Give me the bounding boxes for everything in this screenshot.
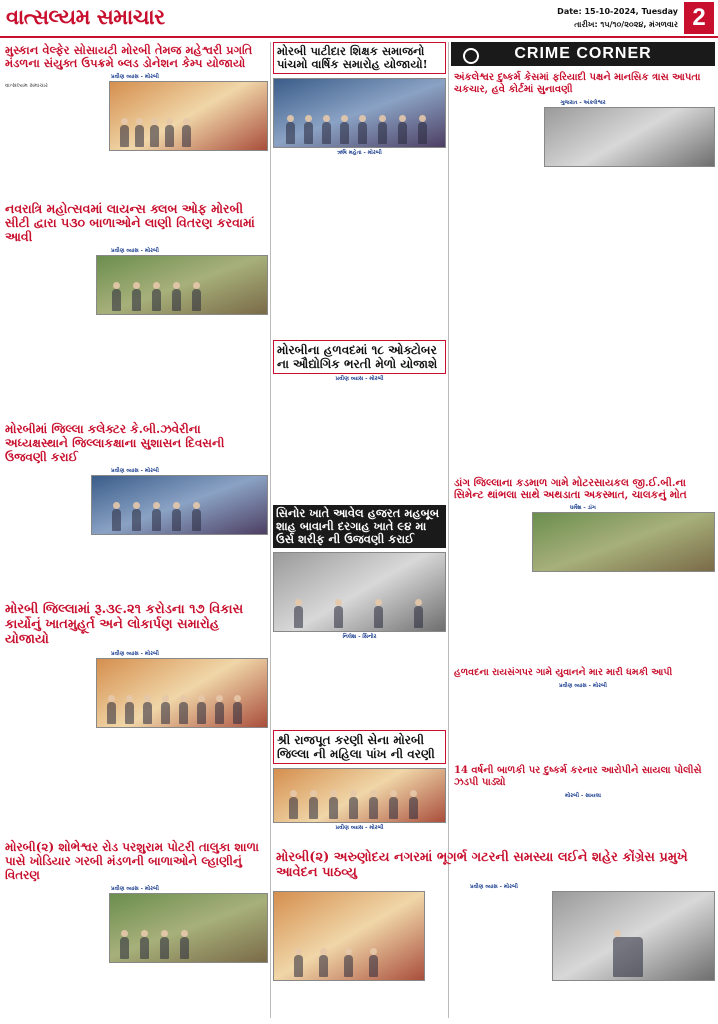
byline-source: વાત્સલ્યમ સમાચાર: [5, 83, 48, 89]
article-body: [2, 81, 106, 151]
byline: પ્રવીણ વ્યાસ - મોરબી: [470, 884, 518, 890]
article-body: [2, 255, 93, 375]
byline: પ્રવીણ વ્યાસ - મોરબી: [559, 683, 607, 689]
byline: પ્રવીણ વ્યાસ - મોરબી: [111, 651, 159, 657]
article-photo: [109, 893, 268, 963]
article-sinor-dargah: [273, 505, 446, 675]
article-photo: [96, 658, 268, 728]
article-halvad-bharti-melo: [273, 340, 446, 500]
byline: પ્રવીણ વ્યાસ - મોરબી: [111, 886, 159, 892]
article-photo: [544, 107, 715, 167]
article-photo: [552, 891, 715, 981]
crime-halvad: [451, 665, 715, 760]
crime-sayla: [451, 763, 715, 841]
article-body: [2, 893, 106, 1003]
byline: ઋષિ મહેતા - મોરબી: [337, 150, 382, 156]
crime-ankleshwar: [451, 70, 715, 470]
article-body: [451, 512, 529, 622]
byline: પ્રવીણ વ્યાસ - મોરબી: [111, 74, 159, 80]
masthead: [0, 0, 718, 38]
article-photo: [273, 552, 446, 632]
headline: હળવદના રાયસંગપર ગામે યુવાનને માર મારી ધમકી આપી: [454, 667, 673, 678]
article-navratri-lions: [2, 200, 268, 400]
headline: મોરબી(૨) અરુણોદય નગરમાં ભૂગર્ભ ગટરની સમસ્યા લઈને શહેર કોંગ્રેસ પ્રમુખે આવેદન પાઠવ્યુ: [276, 850, 688, 880]
brand-logo: વાત્સલ્યમ સમાચાર: [6, 4, 165, 29]
article-photo: [96, 255, 268, 315]
byline: મોરબી - સાયલા: [564, 793, 602, 799]
article-patidar-samaj: [273, 42, 446, 332]
headline: મોરબી(૨) શોભેશ્વર રોડ પરશુરામ પોટરી તાલુકા શાળા પાસે ખોડિયાર ગરબી મંડળની બાળાઓને લ્હાણીનું વિતરણ: [5, 840, 259, 882]
byline: નિલેશ - સિનોર: [342, 634, 377, 640]
article-photo: [273, 78, 446, 148]
byline: ધર્મેશ - ડાંગ: [570, 505, 596, 511]
article-photo: [273, 891, 425, 981]
headline: મોરબીમાં જિલ્લા કલેક્ટર કે.બી.ઝવેરીના અધ્યક્ષસ્થાને જિલ્લાકક્ષાના સુશાસન દિવસની ઉજવણી કરાઈ: [5, 422, 225, 464]
dateline: [557, 5, 678, 31]
byline: પ્રવીણ વ્યાસ - મોરબી: [111, 248, 159, 254]
article-sushasan-divas: [2, 420, 268, 595]
article-body: [2, 658, 93, 788]
headline: 14 વર્ષની બાળકી પર દુષ્કર્મ કરનાર આરોપીને સાયલા પોલીસે ઝડપી પાડ્યો: [454, 765, 702, 788]
headline: નવરાત્રિ મહોત્સવમાં લાયન્સ ક્લબ ઓફ મોરબી સીટી દ્વારા ૫૩૦ બાળાઓને લાણી વિતરણ કરવામાં આવી: [5, 201, 255, 244]
headline: શ્રી રાજપૂત કરણી સેના મોરબી જિલ્લા ની મહિલા પાંખ ની વરણી: [273, 730, 446, 764]
headline: મોરબી જિલ્લામાં રૂ.૩૯.૨૧ કરોડના ૧૭ વિકાસ કાર્યોનું ખાતમુહૂર્ત અને લોકાર્પણ સમારોહ યોજાયો: [5, 602, 244, 647]
headline: મોરબી પાટીદાર શિક્ષક સમાજનો પાંચમો વાર્ષિક સમારોહ યોજાયો!: [273, 42, 446, 74]
byline: પ્રવીણ વ્યાસ - મોરબી: [111, 468, 159, 474]
article-photo: [91, 475, 268, 535]
article-body: [451, 800, 715, 841]
date-english: Date: 15-10-2024, Tuesday: [557, 7, 678, 16]
article-vikas-karyo: [2, 600, 268, 800]
page-number: 2: [684, 2, 714, 34]
article-body: [428, 891, 549, 1001]
article-body: [451, 690, 715, 750]
article-body: [273, 641, 446, 675]
article-body: [273, 383, 446, 493]
byline: પ્રવીણ વ્યાસ - મોરબી: [335, 825, 384, 831]
article-body: [451, 107, 541, 427]
crime-corner-banner: CRIME CORNER: [451, 42, 715, 66]
byline: ગુજરાત - અંકલેશ્વર: [560, 100, 606, 106]
headline: અંકલેશ્વર દુષ્કર્મ કેસમાં ફરિયાદી પક્ષને માનસિક ત્રાસ આપતા ચકચાર, હવે કોર્ટમાં સુનાવણી: [454, 72, 701, 95]
article-arunoday-nagar: [273, 848, 715, 1018]
article-karni-sena: [273, 730, 446, 840]
date-gujarati: તારીખ: ૧૫/૧૦/૨૦૨૪, મંગળવાર: [574, 20, 678, 29]
article-photo: [273, 768, 446, 823]
headline: સિનોર ખાતે આવેલ હજરત મહબૂબ શાહ બાવાની દરગાહ ખાતે ૯૪ મા ઉર્સ શરીફ ની ઉજવણી કરાઈ: [273, 505, 446, 548]
article-body: [273, 157, 446, 332]
crime-dang-accident: [451, 475, 715, 660]
article-blood-donation: [2, 42, 268, 196]
headline: મોરબીના હળવદમાં ૧૮ ઓક્ટોબર ના ઔદ્યોગિક ભરતી મેળો યોજાશે: [273, 340, 446, 374]
article-photo: [532, 512, 715, 572]
article-body: [2, 475, 88, 575]
headline: ડાંગ જિલ્લાના કડમાળ ગામે મોટરસાયકલ જી.ઈ.બી.ના સિમેન્ટ થાંભલા સાથે અથડાતા અકસ્માત, ચાલકનું મોત: [454, 477, 687, 501]
article-photo: [109, 81, 268, 151]
column-divider: [270, 42, 271, 1018]
byline: પ્રવીણ વ્યાસ - મોરબી: [335, 376, 384, 382]
headline: મુસ્કાન વેલ્ફેર સોસાયટી મોરબી તેમજ મહેશ્વરી પ્રગતિ મંડળના સંયુક્ત ઉપક્રમે બ્લડ ડોનેશન કેમ્પ યોજાયો: [5, 43, 253, 70]
article-khodiyar-garbi: [2, 838, 268, 1018]
